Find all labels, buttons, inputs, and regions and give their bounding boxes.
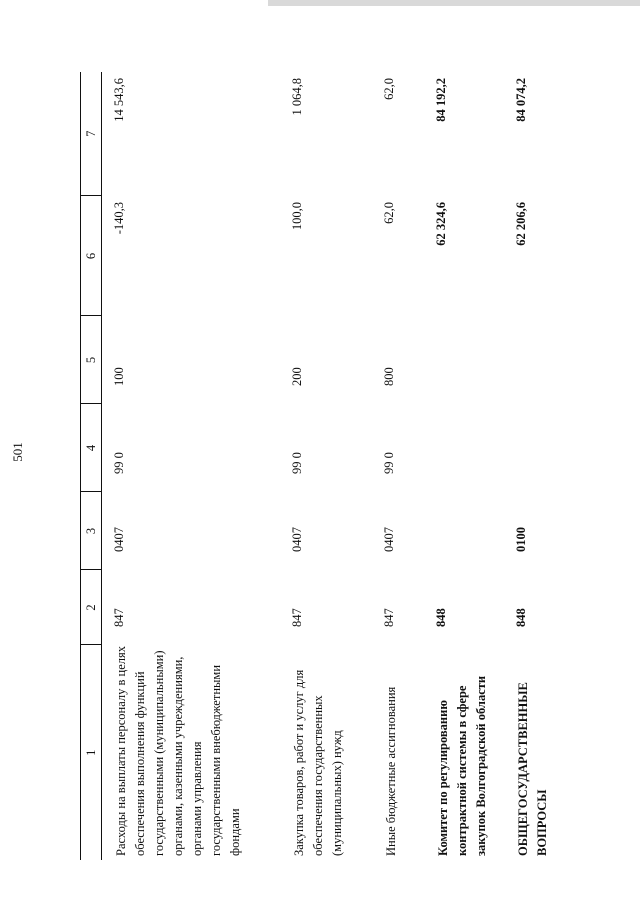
row-admin-code: 847 [290,608,304,627]
row-target-code: 99 0 [382,452,396,474]
budget-table [80,72,564,860]
row-target-code [424,404,504,492]
row-name: Закупка товаров, работ и услуг для обеспечения государственных (муниципальных) нужд [292,669,344,856]
row-name: ОБЩЕГОСУДАРСТВЕННЫЕ ВОПРОСЫ [516,682,549,856]
row-total-amount: 84 192,2 [434,78,448,122]
row-expense-type: 800 [382,367,396,386]
col-header-4: 4 [81,404,102,492]
table-row [504,72,564,860]
row-total-amount: 1 064,8 [290,78,304,116]
budget-table-area [80,72,549,860]
col-header-7: 7 [81,72,102,196]
table-row [424,72,504,860]
row-change-amount: 62 324,6 [434,202,448,246]
row-change-amount: 62 206,6 [514,202,528,246]
row-admin-code: 847 [382,608,396,627]
row-name: Расходы на выплаты персоналу в целях обеспечения выполнения функций государственными (муниципальными) органами, казенными учреждениями, органами управления государственными внебюджетными фондами [114,646,242,856]
row-admin-code: 848 [434,608,448,627]
col-header-2: 2 [81,570,102,645]
col-header-3: 3 [81,492,102,570]
row-section-code: 0407 [112,527,126,552]
row-name: Иные бюджетные ассигнования [384,686,398,856]
row-section-code: 0100 [514,527,528,552]
row-target-code: 99 0 [112,452,126,474]
row-expense-type: 200 [290,367,304,386]
table-row [372,72,424,860]
row-section-code [424,492,504,570]
rotated-table-container [80,72,549,860]
top-scan-edge [268,0,640,6]
row-name: Комитет по регулированию контрактной системы в сфере закупок Волгоградской области [436,675,488,856]
page-number-text: 501 [10,442,25,462]
col-header-5: 5 [81,316,102,404]
row-expense-type [504,316,564,404]
table-row [280,72,372,860]
header-row [81,72,102,860]
row-change-amount: 62,0 [382,202,396,224]
row-admin-code: 847 [112,608,126,627]
row-total-amount: 62,0 [382,78,396,100]
row-total-amount: 14 543,6 [112,78,126,122]
row-admin-code: 848 [514,608,528,627]
row-expense-type [424,316,504,404]
page-number [8,432,28,472]
col-header-6: 6 [81,196,102,316]
row-section-code: 0407 [290,527,304,552]
row-total-amount: 84 074,2 [514,78,528,122]
table-row [102,72,281,860]
row-section-code: 0407 [382,527,396,552]
row-expense-type: 100 [112,367,126,386]
row-change-amount: 100,0 [290,202,304,231]
row-target-code [504,404,564,492]
col-header-1: 1 [81,645,102,860]
row-target-code: 99 0 [290,452,304,474]
row-change-amount: -140,3 [112,202,126,235]
